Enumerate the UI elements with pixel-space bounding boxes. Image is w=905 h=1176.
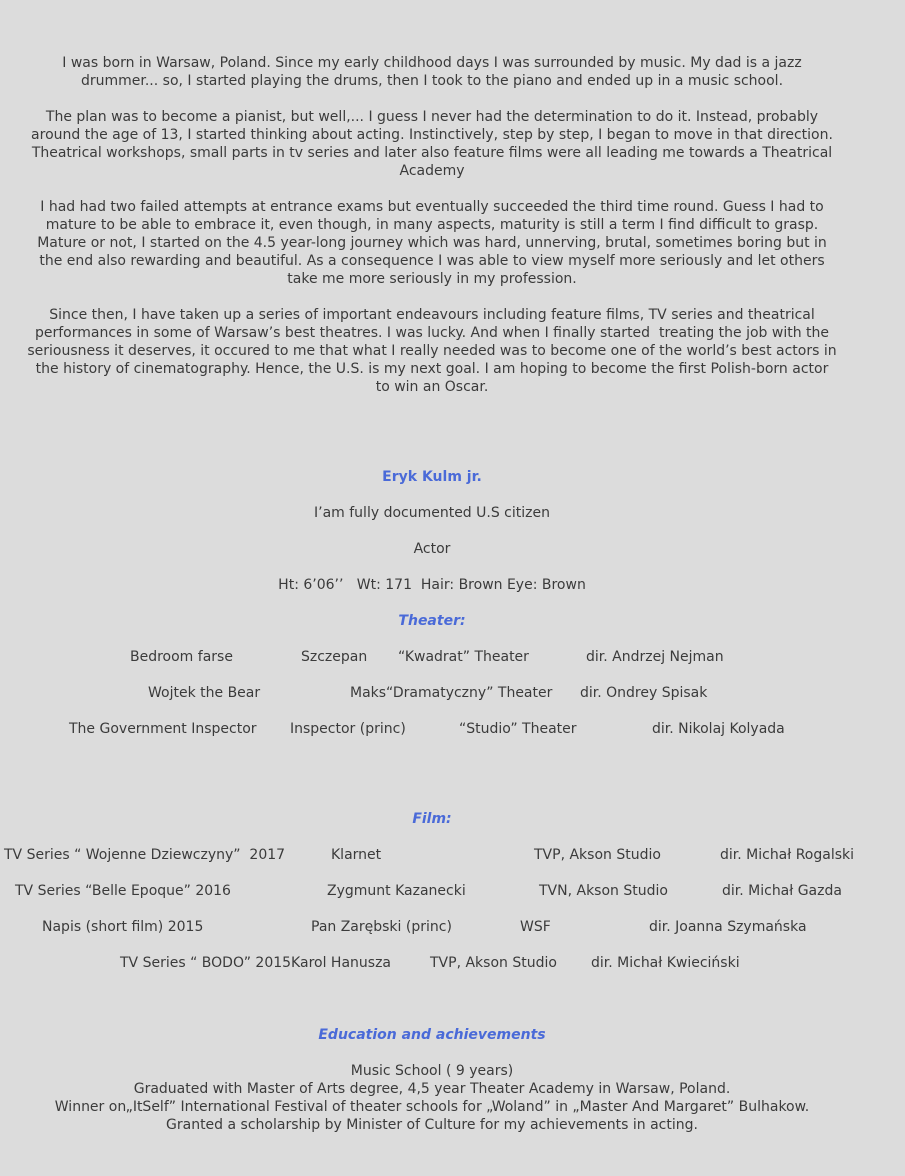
theater-director: dir. Andrzej Nejman [586, 649, 724, 665]
film-row [0, 918, 864, 936]
theater-row [0, 720, 864, 738]
education-item: Granted a scholarship by Minister of Culture for my achievements in acting. [166, 1117, 698, 1133]
film-role: Pan Zarębski (princ) [311, 919, 452, 935]
bio-p3-line1: I had had two failed attempts at entrance exams but eventually succeeded the third time round. Guess I had to [40, 199, 824, 215]
film-studio: TVN, Akson Studio [539, 883, 668, 899]
bio-p2-line2: around the age of 13, I started thinking about acting. Instinctively, step by step, I began to move in that direction. [31, 127, 833, 143]
stats-line: Ht: 6’06’’ Wt: 171 Hair: Brown Eye: Brown [278, 577, 586, 593]
film-role: Zygmunt Kazanecki [327, 883, 466, 899]
film-heading: Film: [412, 811, 452, 827]
film-row [0, 882, 864, 900]
bio-p3-line2: mature to be able to embrace it, even though, in many aspects, maturity is still a term I find difficult to grasp. [45, 217, 819, 233]
film-studio: WSF [520, 919, 551, 935]
role-line: Actor [413, 541, 451, 557]
citizenship-line: I’am fully documented U.S citizen [314, 505, 550, 521]
education-item: Music School ( 9 years) [350, 1063, 514, 1079]
bio-p1-line1: I was born in Warsaw, Poland. Since my early childhood days I was surrounded by music. My dad is a jazz [62, 55, 802, 71]
theater-role-venue: Maks“Dramatyczny” Theater [350, 685, 553, 701]
bio-p3-line5: take me more seriously in my profession. [287, 271, 577, 287]
film-director: dir. Michał Rogalski [720, 847, 855, 863]
theater-title: The Government Inspector [69, 721, 257, 737]
bio-p4-line2: performances in some of Warsaw’s best theatres. I was lucky. And when I finally started treating the job with the [34, 325, 830, 341]
bio-p3-line3: Mature or not, I started on the 4.5 year-long journey which was hard, unnerving, brutal, sometimes boring but in [37, 235, 827, 251]
film-title: Napis (short film) 2015 [42, 919, 204, 935]
film-title: TV Series “ Wojenne Dziewczyny” 2017 [4, 847, 286, 863]
film-title: TV Series “Belle Epoque” 2016 [15, 883, 231, 899]
bio-p4-line4: the history of cinematography. Hence, the U.S. is my next goal. I am hoping to become the first Polish-born actor [35, 361, 829, 377]
bio-p1-line2: drummer... so, I started playing the drums, then I took to the piano and ended up in a music school. [80, 73, 784, 89]
film-director: dir. Michał Gazda [722, 883, 842, 899]
bio-p3-line4: the end also rewarding and beautiful. As a consequence I was able to view myself more seriously and let others [39, 253, 825, 269]
bio-p4-line3: seriousness it deserves, it occured to me that what I really needed was to become one of the world’s best actors in [27, 343, 837, 359]
bio-p2-line3: Theatrical workshops, small parts in tv series and later also feature films were all leading me towards a Theatrical [31, 145, 833, 161]
film-director: dir. Joanna Szymańska [649, 919, 807, 935]
theater-venue: “Studio” Theater [459, 721, 577, 737]
film-studio: TVP, Akson Studio [430, 955, 557, 971]
actor-name: Eryk Kulm jr. [382, 469, 482, 485]
education-item: Winner on„ItSelf” International Festival of theater schools for „Woland” in „Master And Margaret” Bulhakow. [54, 1099, 810, 1115]
film-title-role: TV Series “ BODO” 2015Karol Hanusza [120, 955, 391, 971]
theater-role: Inspector (princ) [290, 721, 406, 737]
theater-title: Wojtek the Bear [148, 685, 261, 701]
theater-director: dir. Ondrey Spisak [580, 685, 708, 701]
bio-p2-line1: The plan was to become a pianist, but well,... I guess I never had the determination to do it. Instead, probably [45, 109, 819, 125]
film-row [0, 846, 864, 864]
film-studio: TVP, Akson Studio [534, 847, 661, 863]
theater-director: dir. Nikolaj Kolyada [652, 721, 785, 737]
theater-row [0, 684, 864, 702]
bio-p4-line1: Since then, I have taken up a series of important endeavours including feature films, TV series and theatrical [49, 307, 815, 323]
film-director: dir. Michał Kwieciński [591, 955, 740, 971]
film-row [0, 954, 864, 972]
theater-heading: Theater: [398, 613, 466, 629]
theater-role: Szczepan [301, 649, 368, 665]
bio-p2-line4: Academy [399, 163, 465, 179]
education-item: Graduated with Master of Arts degree, 4,5 year Theater Academy in Warsaw, Poland. [133, 1081, 731, 1097]
theater-title: Bedroom farse [130, 649, 233, 665]
theater-row [0, 648, 864, 666]
education-heading: Education and achievements [318, 1027, 546, 1043]
film-role: Klarnet [331, 847, 382, 863]
bio-p4-line5: to win an Oscar. [375, 379, 489, 395]
theater-venue: “Kwadrat” Theater [398, 649, 529, 665]
